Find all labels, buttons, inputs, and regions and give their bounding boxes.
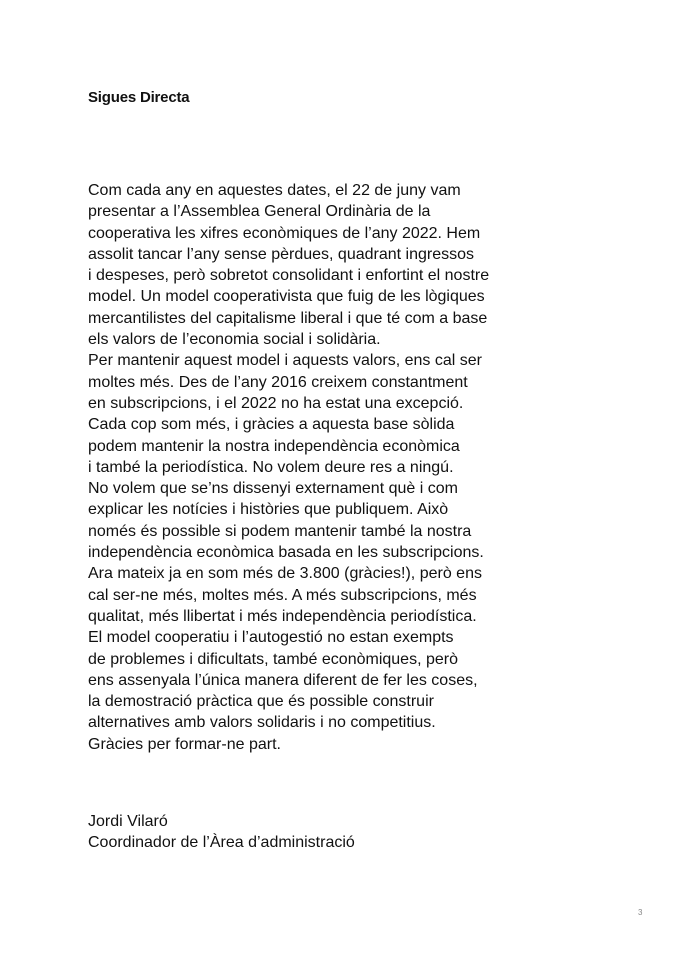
body-line: explicar les notícies i històries que publiquem. Això xyxy=(88,501,449,519)
body-line: Cada cop som més, i gràcies a aquesta base sòlida xyxy=(88,416,455,434)
body-line: independència econòmica basada en les subscripcions. xyxy=(88,544,484,562)
body-line: ens assenyala l’única manera diferent de fer les coses, xyxy=(88,671,478,689)
body-line: qualitat, més llibertat i més independència periodística. xyxy=(88,607,477,625)
body-line: model. Un model cooperativista que fuig de les lògiques xyxy=(88,288,485,306)
page-title: Sigues Directa xyxy=(88,89,190,106)
body-line: Ara mateix ja en som més de 3.800 (gràcies!), però ens xyxy=(88,565,482,583)
body-line: i també la periodística. No volem deure res a ningú. xyxy=(88,458,454,476)
body-line: els valors de l’economia social i solidària. xyxy=(88,331,381,349)
body-line: de problemes i dificultats, també econòmiques, però xyxy=(88,650,458,668)
body-line: i despeses, però sobretot consolidant i enfortint el nostre xyxy=(88,267,490,285)
page-number: 3 xyxy=(638,908,643,917)
body-line: mercantilistes del capitalisme liberal i que té com a base xyxy=(88,309,488,327)
body-line: presentar a l’Assemblea General Ordinària de la xyxy=(88,203,431,221)
body-line: moltes més. Des de l’any 2016 creixem constantment xyxy=(88,373,468,391)
body-line: Gràcies per formar-ne part. xyxy=(88,735,281,753)
body-text xyxy=(88,180,668,755)
body-line: alternatives amb valors solidaris i no competitius. xyxy=(88,714,436,732)
signature-role: Coordinador de l’Àrea d’administració xyxy=(88,834,355,852)
body-line: només és possible si podem mantenir també la nostra xyxy=(88,522,472,540)
body-line: en subscripcions, i el 2022 no ha estat una excepció. xyxy=(88,394,464,412)
signature-name: Jordi Vilaró xyxy=(88,813,168,830)
body-line: cooperativa les xifres econòmiques de l’any 2022. Hem xyxy=(88,224,481,242)
body-line: Com cada any en aquestes dates, el 22 de juny vam xyxy=(88,182,461,199)
body-line: assolit tancar l’any sense pèrdues, quadrant ingressos xyxy=(88,245,474,263)
body-line: Per mantenir aquest model i aquests valors, ens cal ser xyxy=(88,352,482,370)
body-line: la demostració pràctica que és possible construir xyxy=(88,693,434,711)
body-line: No volem que se’ns dissenyi externament què i com xyxy=(88,480,458,498)
body-line: podem mantenir la nostra independència econòmica xyxy=(88,437,460,455)
body-line: cal ser-ne més, moltes més. A més subscripcions, més xyxy=(88,586,477,604)
body-line: El model cooperatiu i l’autogestió no estan exempts xyxy=(88,629,454,647)
signature-block xyxy=(88,811,355,854)
